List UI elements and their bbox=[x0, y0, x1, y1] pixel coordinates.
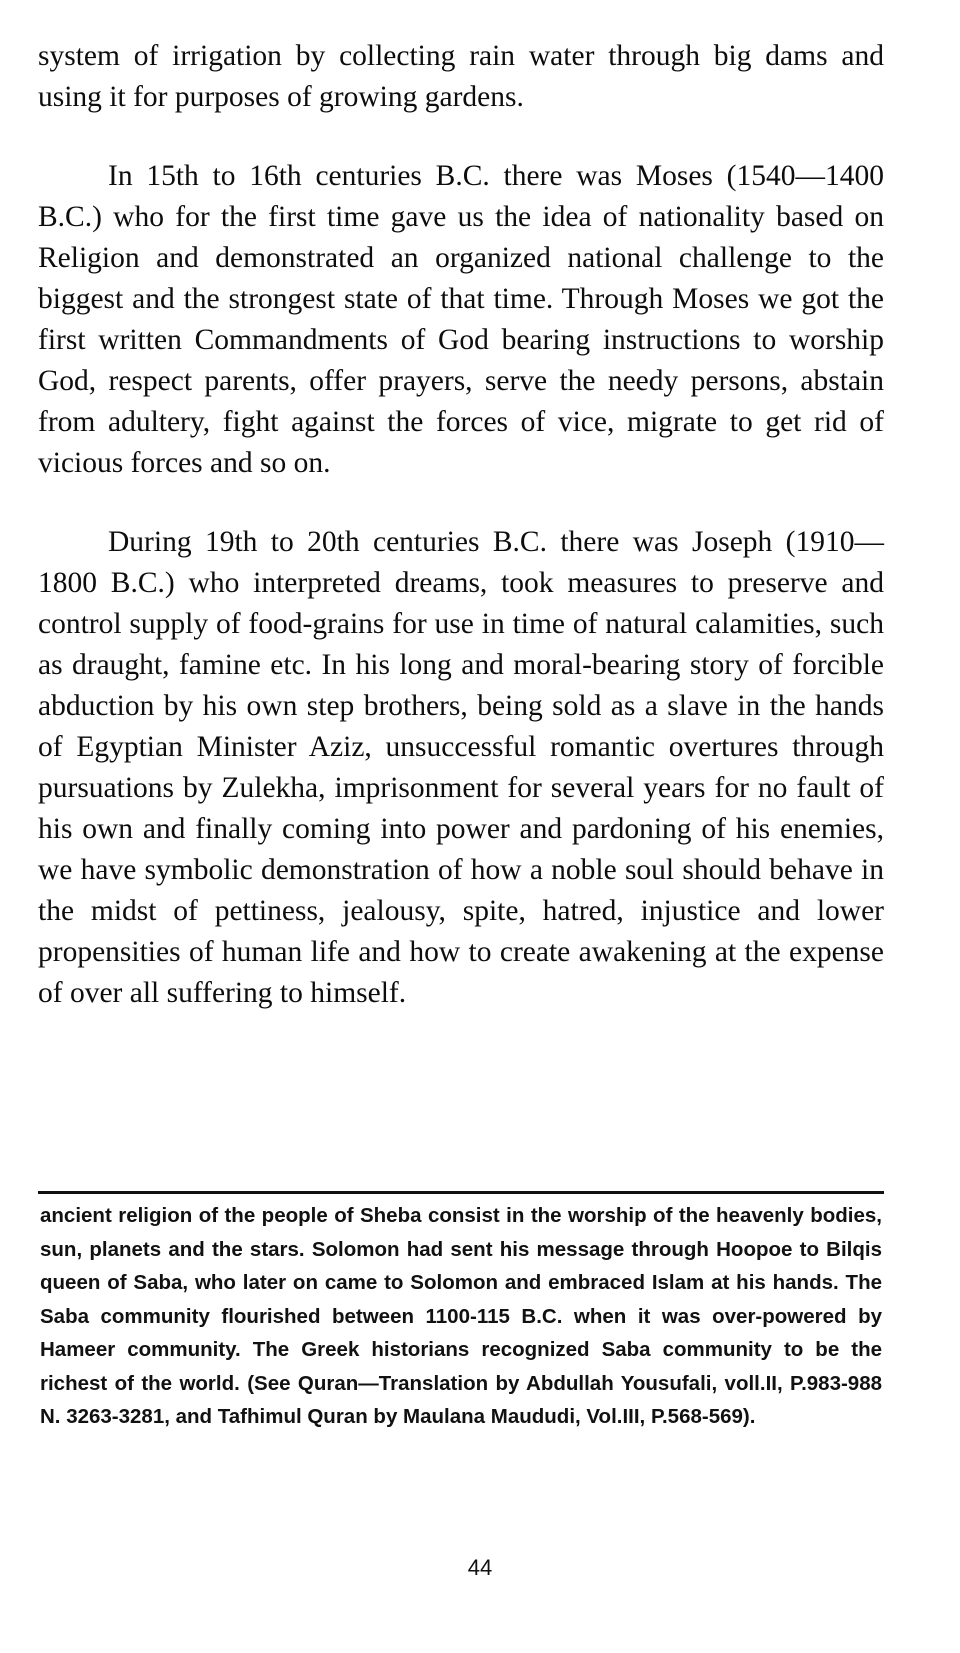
footnote: ancient religion of the people of Sheba consist in the worship of the heavenly bodies, sun, planets and the stars. Solomon had sent his message through Hoopoe to Bilqis queen of Saba, who later on came to Solomon and embraced Islam at his hands. The Saba community flourished between 1100-115 B.C. when it was over-powered by Hameer community. The Greek historians recognized Saba community to be the richest of the world. (See Quran—Translation by Abdullah Yousufali, voll.II, P.983-988 N. 3263-3281, and Tafhimul Quran by Maulana Maududi, Vol.III, P.568-569). bbox=[40, 1204, 882, 1428]
main-text bbox=[38, 36, 884, 1014]
paragraph-moses: In 15th to 16th centuries B.C. there was Moses (1540—1400 B.C.) who for the first time gave us the idea of nationality based on Religion and demonstrated an organized national challenge to the biggest and the strongest state of that time. Through Moses we got the first written Commandments of God bearing instructions to worship God, respect parents, offer prayers, serve the needy persons, abstain from adultery, fight against the forces of vice, migrate to get rid of vicious forces and so on. bbox=[38, 160, 884, 479]
paragraph-gap bbox=[38, 118, 884, 156]
paragraph-joseph: During 19th to 20th centuries B.C. there was Joseph (1910—1800 B.C.) who interpreted dreams, took measures to preserve and control supply of food-grains for use in time of natural calamities, such as draught, famine etc. In his long and moral-bearing story of forcible abduction by his own step brothers, being sold as a slave in the hands of Egyptian Minister Aziz, unsuccessful romantic overtures through pursuations by Zulekha, imprisonment for several years for no fault of his own and finally coming into power and pardoning of his enemies, we have symbolic demonstration of how a noble soul should behave in the midst of pettiness, jealousy, spite, hatred, injustice and lower propensities of human life and how to create awakening at the expense of over all suffering to himself. bbox=[38, 526, 884, 1009]
paragraph-gap bbox=[38, 484, 884, 522]
footnote-divider bbox=[38, 1191, 884, 1194]
paragraph-continued: system of irrigation by collecting rain water through big dams and using it for purposes of growing gardens. bbox=[38, 40, 884, 113]
page-number: 44 bbox=[467, 1555, 493, 1580]
